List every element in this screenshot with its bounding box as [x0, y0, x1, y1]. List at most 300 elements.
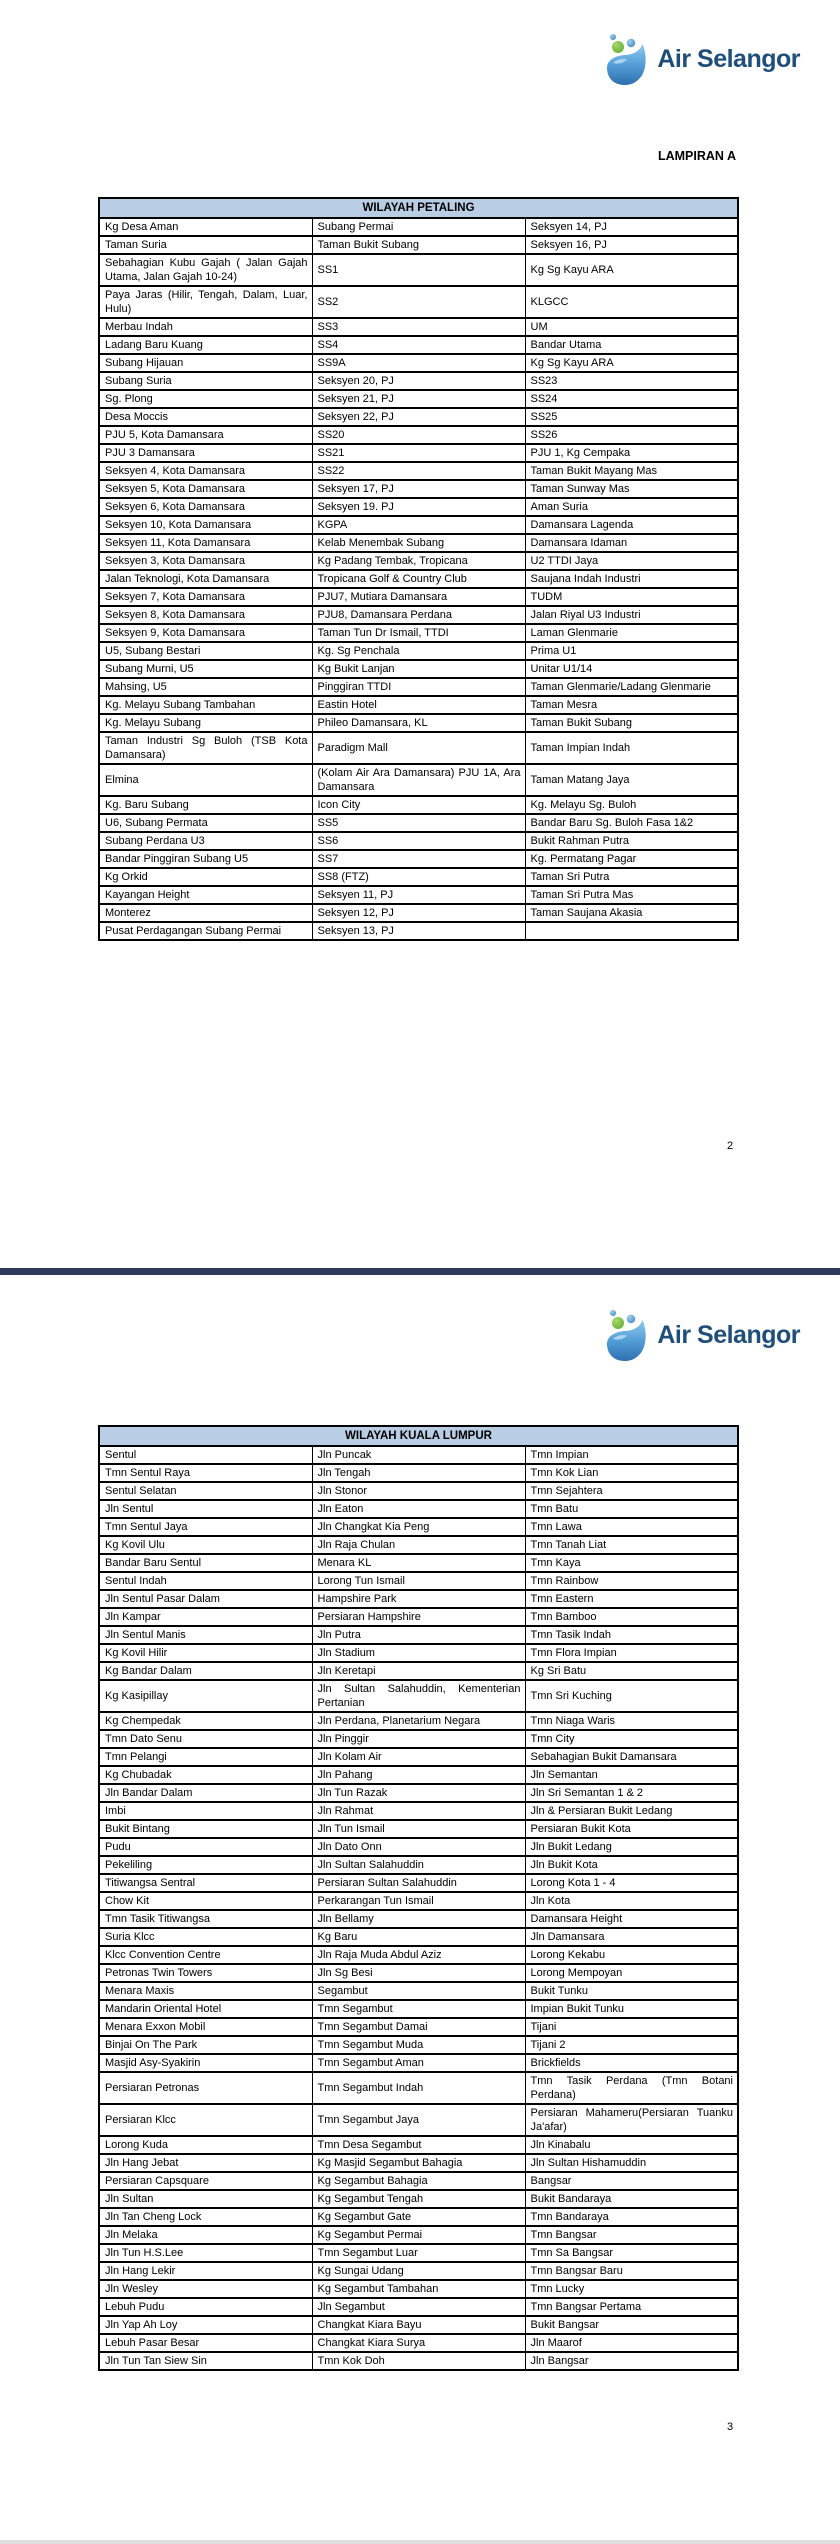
table-cell: Saujana Indah Industri — [525, 570, 738, 588]
table-cell: Taman Sri Putra — [525, 868, 738, 886]
table-cell: Kg Sungai Udang — [312, 2262, 525, 2280]
table-row — [99, 354, 738, 372]
table-row — [99, 1662, 738, 1680]
table-cell: Jln Tun Tan Siew Sin — [99, 2352, 312, 2370]
table-row — [99, 764, 738, 796]
table-cell: Tmn Sa Bangsar — [525, 2244, 738, 2262]
table-cell: Tmn Bangsar — [525, 2226, 738, 2244]
wilayah-petaling-table — [98, 197, 739, 941]
table-cell: Mandarin Oriental Hotel — [99, 2000, 312, 2018]
table-cell: Kg Kasipillay — [99, 1680, 312, 1712]
wilayah-kuala-lumpur-table-wrap — [98, 1425, 739, 2371]
table-cell: Jln Dato Onn — [312, 1838, 525, 1856]
table-row — [99, 1964, 738, 1982]
table-row — [99, 426, 738, 444]
table-cell: Seksyen 20, PJ — [312, 372, 525, 390]
table-cell: Persiaran Klcc — [99, 2104, 312, 2136]
table-cell: U5, Subang Bestari — [99, 642, 312, 660]
table-row — [99, 1838, 738, 1856]
table-cell: Tmn Segambut Damai — [312, 2018, 525, 2036]
table-cell: Kg Desa Aman — [99, 218, 312, 236]
table-cell: Lorong Kuda — [99, 2136, 312, 2154]
table-cell: Sentul Indah — [99, 1572, 312, 1590]
table-cell: Seksyen 3, Kota Damansara — [99, 552, 312, 570]
table-row — [99, 2036, 738, 2054]
table-cell: Segambut — [312, 1982, 525, 2000]
table-cell: Jln Pahang — [312, 1766, 525, 1784]
air-selangor-logo — [600, 30, 800, 88]
table-cell: Seksyen 12, PJ — [312, 904, 525, 922]
table-row — [99, 814, 738, 832]
table-cell: Pinggiran TTDI — [312, 678, 525, 696]
table-row — [99, 254, 738, 286]
table-row — [99, 796, 738, 814]
table-cell: Jln & Persiaran Bukit Ledang — [525, 1802, 738, 1820]
table-cell: Tijani — [525, 2018, 738, 2036]
table-cell: Taman Bukit Subang — [525, 714, 738, 732]
table-cell: Jln Sentul — [99, 1500, 312, 1518]
table-cell: Jln Raja Muda Abdul Aziz — [312, 1946, 525, 1964]
table-cell: Persiaran Hampshire — [312, 1608, 525, 1626]
table-cell: Jln Yap Ah Loy — [99, 2316, 312, 2334]
table-cell: Lorong Kota 1 - 4 — [525, 1874, 738, 1892]
table-cell: Tmn Dato Senu — [99, 1730, 312, 1748]
table-cell: Tmn Tasik Perdana (Tmn Botani Perdana) — [525, 2072, 738, 2104]
table-cell: Jln Wesley — [99, 2280, 312, 2298]
table-cell: Jln Changkat Kia Peng — [312, 1518, 525, 1536]
table-cell: Jln Stadium — [312, 1644, 525, 1662]
table-cell: SS4 — [312, 336, 525, 354]
water-droplet-icon — [600, 1306, 650, 1364]
table-cell: SS25 — [525, 408, 738, 426]
table-cell: SS8 (FTZ) — [312, 868, 525, 886]
table-cell: SS6 — [312, 832, 525, 850]
table-row — [99, 498, 738, 516]
table-cell: SS1 — [312, 254, 525, 286]
table-cell: Subang Murni, U5 — [99, 660, 312, 678]
table-cell: Paradigm Mall — [312, 732, 525, 764]
table-cell: Bukit Rahman Putra — [525, 832, 738, 850]
table-cell: Tmn Segambut — [312, 2000, 525, 2018]
table-cell: SS5 — [312, 814, 525, 832]
table-cell: Kg Baru — [312, 1928, 525, 1946]
table-cell: Jln Bellamy — [312, 1910, 525, 1928]
table-cell: Tmn Bangsar Baru — [525, 2262, 738, 2280]
table-row — [99, 1802, 738, 1820]
table-row — [99, 480, 738, 498]
brand-wordmark: Air Selangor — [657, 1320, 800, 1349]
table-cell: Jln Maarof — [525, 2334, 738, 2352]
table-cell: SS20 — [312, 426, 525, 444]
table-cell: Seksyen 14, PJ — [525, 218, 738, 236]
table-row — [99, 642, 738, 660]
table-cell: Seksyen 7, Kota Damansara — [99, 588, 312, 606]
table-cell: Brickfields — [525, 2054, 738, 2072]
table-row — [99, 678, 738, 696]
table-cell: Persiaran Capsquare — [99, 2172, 312, 2190]
table-cell: Hampshire Park — [312, 1590, 525, 1608]
table-cell: Kg Segambut Bahagia — [312, 2172, 525, 2190]
table-cell: Bandar Baru Sg. Buloh Fasa 1&2 — [525, 814, 738, 832]
table-cell: PJU 3 Damansara — [99, 444, 312, 462]
table-row — [99, 1946, 738, 1964]
table-cell: Tmn Impian — [525, 1446, 738, 1464]
table-row — [99, 606, 738, 624]
table-row — [99, 1518, 738, 1536]
table-cell: Ladang Baru Kuang — [99, 336, 312, 354]
table-cell: Persiaran Petronas — [99, 2072, 312, 2104]
table-cell: Jln Bandar Dalam — [99, 1784, 312, 1802]
annex-label: LAMPIRAN A — [657, 149, 736, 163]
table-cell: Subang Suria — [99, 372, 312, 390]
table-cell: Bandar Utama — [525, 336, 738, 354]
table-row — [99, 732, 738, 764]
table-cell: Taman Bukit Subang — [312, 236, 525, 254]
table-cell: Jln Tan Cheng Lock — [99, 2208, 312, 2226]
table-cell: Pudu — [99, 1838, 312, 1856]
table-row — [99, 2072, 738, 2104]
table-cell: Damansara Lagenda — [525, 516, 738, 534]
table-cell: SS7 — [312, 850, 525, 868]
table-cell: Perkarangan Tun Ismail — [312, 1892, 525, 1910]
table-cell: Jln Rahmat — [312, 1802, 525, 1820]
table-cell: Bandar Pinggiran Subang U5 — [99, 850, 312, 868]
table-row — [99, 2208, 738, 2226]
table-cell: Menara Exxon Mobil — [99, 2018, 312, 2036]
table-cell: Jln Sentul Pasar Dalam — [99, 1590, 312, 1608]
table-row — [99, 236, 738, 254]
table-row — [99, 1554, 738, 1572]
table-row — [99, 372, 738, 390]
table-cell: Jln Segambut — [312, 2298, 525, 2316]
table-row — [99, 832, 738, 850]
table-row — [99, 2018, 738, 2036]
table-cell: Tmn Flora Impian — [525, 1644, 738, 1662]
table-cell: Jln Damansara — [525, 1928, 738, 1946]
table-cell: Klcc Convention Centre — [99, 1946, 312, 1964]
table-cell: Tijani 2 — [525, 2036, 738, 2054]
table-cell: Petronas Twin Towers — [99, 1964, 312, 1982]
table-cell: Icon City — [312, 796, 525, 814]
table-cell: Tmn Sejahtera — [525, 1482, 738, 1500]
table-cell: Tmn Sentul Raya — [99, 1464, 312, 1482]
table-cell: Jln Bukit Kota — [525, 1856, 738, 1874]
table-cell: Tmn Segambut Indah — [312, 2072, 525, 2104]
table-row — [99, 1820, 738, 1838]
table-cell: SS23 — [525, 372, 738, 390]
table-cell — [525, 922, 738, 940]
table-cell: Seksyen 9, Kota Damansara — [99, 624, 312, 642]
table-row — [99, 2280, 738, 2298]
page-number: 3 — [727, 2421, 734, 2433]
table-row — [99, 516, 738, 534]
table-row — [99, 570, 738, 588]
page-number: 2 — [727, 1140, 734, 1152]
table-cell: Kg Bandar Dalam — [99, 1662, 312, 1680]
table-cell: Tmn Desa Segambut — [312, 2136, 525, 2154]
table-cell: SS24 — [525, 390, 738, 408]
table-row — [99, 1766, 738, 1784]
table-row — [99, 1874, 738, 1892]
air-selangor-logo — [600, 1306, 800, 1364]
table-cell: Kg. Permatang Pagar — [525, 850, 738, 868]
table-cell: Kg Kovil Ulu — [99, 1536, 312, 1554]
table-cell: Taman Suria — [99, 236, 312, 254]
table-cell: Subang Perdana U3 — [99, 832, 312, 850]
table-cell: Sebahagian Kubu Gajah ( Jalan Gajah Utama, Jalan Gajah 10-24) — [99, 254, 312, 286]
table-cell: Taman Matang Jaya — [525, 764, 738, 796]
table-cell: Seksyen 19. PJ — [312, 498, 525, 516]
table-cell: Lorong Kekabu — [525, 1946, 738, 1964]
table-cell: PJU 1, Kg Cempaka — [525, 444, 738, 462]
table-cell: Jln Sg Besi — [312, 1964, 525, 1982]
table-cell: Persiaran Bukit Kota — [525, 1820, 738, 1838]
table-cell: Jln Sri Semantan 1 & 2 — [525, 1784, 738, 1802]
table-cell: KGPA — [312, 516, 525, 534]
bottom-edge-strip — [0, 2540, 840, 2544]
table-cell: Tmn City — [525, 1730, 738, 1748]
table-cell: Taman Industri Sg Buloh (TSB Kota Damansara) — [99, 732, 312, 764]
table-cell: Jln Tun Razak — [312, 1784, 525, 1802]
table-row — [99, 1608, 738, 1626]
table-row — [99, 390, 738, 408]
table-cell: Seksyen 21, PJ — [312, 390, 525, 408]
table-row — [99, 462, 738, 480]
table-cell: Persiaran Sultan Salahuddin — [312, 1874, 525, 1892]
table-row — [99, 1784, 738, 1802]
table-cell: Tmn Lawa — [525, 1518, 738, 1536]
table-row — [99, 2000, 738, 2018]
table-cell: Kg Segambut Tengah — [312, 2190, 525, 2208]
table-row — [99, 2262, 738, 2280]
table-cell: TUDM — [525, 588, 738, 606]
table-row — [99, 1680, 738, 1712]
table-cell: Unitar U1/14 — [525, 660, 738, 678]
table-cell: Suria Klcc — [99, 1928, 312, 1946]
table-cell: Menara Maxis — [99, 1982, 312, 2000]
table-cell: Paya Jaras (Hilir, Tengah, Dalam, Luar, Hulu) — [99, 286, 312, 318]
table-cell: Jln Eaton — [312, 1500, 525, 1518]
table-row — [99, 2172, 738, 2190]
table-cell: Jln Semantan — [525, 1766, 738, 1784]
table-cell: Kg Sri Batu — [525, 1662, 738, 1680]
table-cell: Lebuh Pudu — [99, 2298, 312, 2316]
table-cell: Merbau Indah — [99, 318, 312, 336]
table-cell: Jln Stonor — [312, 1482, 525, 1500]
table-cell: Tmn Bandaraya — [525, 2208, 738, 2226]
table-cell: Changkat Kiara Bayu — [312, 2316, 525, 2334]
table-cell: Seksyen 11, PJ — [312, 886, 525, 904]
table-cell: Kg. Melayu Sg. Buloh — [525, 796, 738, 814]
table-cell: Kg Chubadak — [99, 1766, 312, 1784]
table-cell: Kg Segambut Tambahan — [312, 2280, 525, 2298]
table-cell: Tropicana Golf & Country Club — [312, 570, 525, 588]
table-cell: Bangsar — [525, 2172, 738, 2190]
table-row — [99, 588, 738, 606]
table-cell: U6, Subang Permata — [99, 814, 312, 832]
table-cell: Jln Tun H.S.Lee — [99, 2244, 312, 2262]
table-cell: Jln Sultan — [99, 2190, 312, 2208]
table-row — [99, 904, 738, 922]
table-row — [99, 1748, 738, 1766]
table-row — [99, 1572, 738, 1590]
table-cell: Tmn Tanah Liat — [525, 1536, 738, 1554]
table-row — [99, 286, 738, 318]
table-cell: Jln Sultan Salahuddin — [312, 1856, 525, 1874]
table-cell: Tmn Tasik Titiwangsa — [99, 1910, 312, 1928]
table-cell: Damansara Idaman — [525, 534, 738, 552]
table-cell: Jln Hang Lekir — [99, 2262, 312, 2280]
table-cell: Bandar Baru Sentul — [99, 1554, 312, 1572]
table-cell: Masjid Asy-Syakirin — [99, 2054, 312, 2072]
table-cell: Tmn Eastern — [525, 1590, 738, 1608]
table-cell: U2 TTDI Jaya — [525, 552, 738, 570]
table-cell: Lorong Mempoyan — [525, 1964, 738, 1982]
table-cell: Jln Melaka — [99, 2226, 312, 2244]
table-cell: PJU8, Damansara Perdana — [312, 606, 525, 624]
table-cell: Jln Kinabalu — [525, 2136, 738, 2154]
table-cell: Sentul — [99, 1446, 312, 1464]
table-cell: Jalan Teknologi, Kota Damansara — [99, 570, 312, 588]
table-row — [99, 2352, 738, 2370]
table-cell: Tmn Kaya — [525, 1554, 738, 1572]
table-cell: Kg Orkid — [99, 868, 312, 886]
table-cell: Kg Segambut Permai — [312, 2226, 525, 2244]
table-cell: Jln Puncak — [312, 1446, 525, 1464]
water-droplet-icon — [600, 30, 650, 88]
table-cell: Tmn Rainbow — [525, 1572, 738, 1590]
table-row — [99, 1590, 738, 1608]
table-cell: Seksyen 13, PJ — [312, 922, 525, 940]
table-row — [99, 2316, 738, 2334]
table-cell: Jln Tengah — [312, 1464, 525, 1482]
table-cell: Bukit Bandaraya — [525, 2190, 738, 2208]
table-cell: Kg Masjid Segambut Bahagia — [312, 2154, 525, 2172]
table-cell: Kelab Menembak Subang — [312, 534, 525, 552]
table-cell: Imbi — [99, 1802, 312, 1820]
table-row — [99, 2104, 738, 2136]
table-row — [99, 1856, 738, 1874]
table-cell: Prima U1 — [525, 642, 738, 660]
table-cell: Jln Hang Jebat — [99, 2154, 312, 2172]
table-cell: Tmn Pelangi — [99, 1748, 312, 1766]
table-cell: Damansara Height — [525, 1910, 738, 1928]
table-cell: (Kolam Air Ara Damansara) PJU 1A, Ara Damansara — [312, 764, 525, 796]
table-cell: UM — [525, 318, 738, 336]
table-row — [99, 850, 738, 868]
table-row — [99, 444, 738, 462]
table-cell: Tmn Kok Doh — [312, 2352, 525, 2370]
table-cell: Bukit Bintang — [99, 1820, 312, 1838]
table-cell: Seksyen 6, Kota Damansara — [99, 498, 312, 516]
table-cell: Taman Mesra — [525, 696, 738, 714]
table-cell: Eastin Hotel — [312, 696, 525, 714]
table-cell: Chow Kit — [99, 1892, 312, 1910]
table-row — [99, 2244, 738, 2262]
table-cell: Taman Sunway Mas — [525, 480, 738, 498]
table-cell: SS21 — [312, 444, 525, 462]
table-cell: Jln Sultan Salahuddin, Kementerian Pertanian — [312, 1680, 525, 1712]
table-cell: Tmn Segambut Jaya — [312, 2104, 525, 2136]
table-cell: Seksyen 4, Kota Damansara — [99, 462, 312, 480]
table-row — [99, 1482, 738, 1500]
table-cell: SS2 — [312, 286, 525, 318]
table-title: WILAYAH KUALA LUMPUR — [99, 1426, 738, 1446]
table-row — [99, 336, 738, 354]
table-row — [99, 886, 738, 904]
table-cell: Persiaran Mahameru(Persiaran Tuanku Ja'afar) — [525, 2104, 738, 2136]
table-row — [99, 218, 738, 236]
table-cell: KLGCC — [525, 286, 738, 318]
table-row — [99, 1892, 738, 1910]
table-cell: Seksyen 5, Kota Damansara — [99, 480, 312, 498]
table-cell: SS22 — [312, 462, 525, 480]
table-cell: Phileo Damansara, KL — [312, 714, 525, 732]
table-cell: Tmn Tasik Indah — [525, 1626, 738, 1644]
table-cell: SS26 — [525, 426, 738, 444]
table-row — [99, 534, 738, 552]
table-row — [99, 1536, 738, 1554]
table-cell: PJU7, Mutiara Damansara — [312, 588, 525, 606]
table-cell: Kg Kovil Hilir — [99, 1644, 312, 1662]
table-row — [99, 408, 738, 426]
table-cell: Taman Glenmarie/Ladang Glenmarie — [525, 678, 738, 696]
table-cell: Jln Putra — [312, 1626, 525, 1644]
table-cell: PJU 5, Kota Damansara — [99, 426, 312, 444]
table-row — [99, 1626, 738, 1644]
table-cell: Jln Sultan Hishamuddin — [525, 2154, 738, 2172]
table-cell: Jln Sentul Manis — [99, 1626, 312, 1644]
table-row — [99, 1928, 738, 1946]
table-cell: Kayangan Height — [99, 886, 312, 904]
table-cell: Taman Impian Indah — [525, 732, 738, 764]
table-cell: Kg Sg Kayu ARA — [525, 254, 738, 286]
table-cell: Seksyen 8, Kota Damansara — [99, 606, 312, 624]
table-row — [99, 1464, 738, 1482]
table-cell: Tmn Sentul Jaya — [99, 1518, 312, 1536]
table-cell: Jln Pinggir — [312, 1730, 525, 1748]
table-cell: Taman Bukit Mayang Mas — [525, 462, 738, 480]
table-cell: Kg Chempedak — [99, 1712, 312, 1730]
table-cell: Jln Bangsar — [525, 2352, 738, 2370]
table-cell: Seksyen 17, PJ — [312, 480, 525, 498]
table-cell: Kg. Sg Penchala — [312, 642, 525, 660]
table-cell: Seksyen 10, Kota Damansara — [99, 516, 312, 534]
table-cell: Sentul Selatan — [99, 1482, 312, 1500]
table-row — [99, 2054, 738, 2072]
table-cell: Kg Padang Tembak, Tropicana — [312, 552, 525, 570]
table-cell: Pekeliling — [99, 1856, 312, 1874]
table-cell: Pusat Perdagangan Subang Permai — [99, 922, 312, 940]
table-cell: Tmn Bamboo — [525, 1608, 738, 1626]
table-cell: Lorong Tun Ismail — [312, 1572, 525, 1590]
table-cell: Jln Raja Chulan — [312, 1536, 525, 1554]
table-cell: Tmn Niaga Waris — [525, 1712, 738, 1730]
table-title: WILAYAH PETALING — [99, 198, 738, 218]
brand-wordmark: Air Selangor — [657, 44, 800, 73]
table-cell: Seksyen 16, PJ — [525, 236, 738, 254]
table-row — [99, 2298, 738, 2316]
table-row — [99, 1446, 738, 1464]
table-cell: SS9A — [312, 354, 525, 372]
table-cell: Tmn Batu — [525, 1500, 738, 1518]
table-row — [99, 552, 738, 570]
table-cell: Subang Hijauan — [99, 354, 312, 372]
table-cell: Bukit Tunku — [525, 1982, 738, 2000]
table-cell: Tmn Sri Kuching — [525, 1680, 738, 1712]
table-cell: Sg. Plong — [99, 390, 312, 408]
table-cell: Kg. Baru Subang — [99, 796, 312, 814]
